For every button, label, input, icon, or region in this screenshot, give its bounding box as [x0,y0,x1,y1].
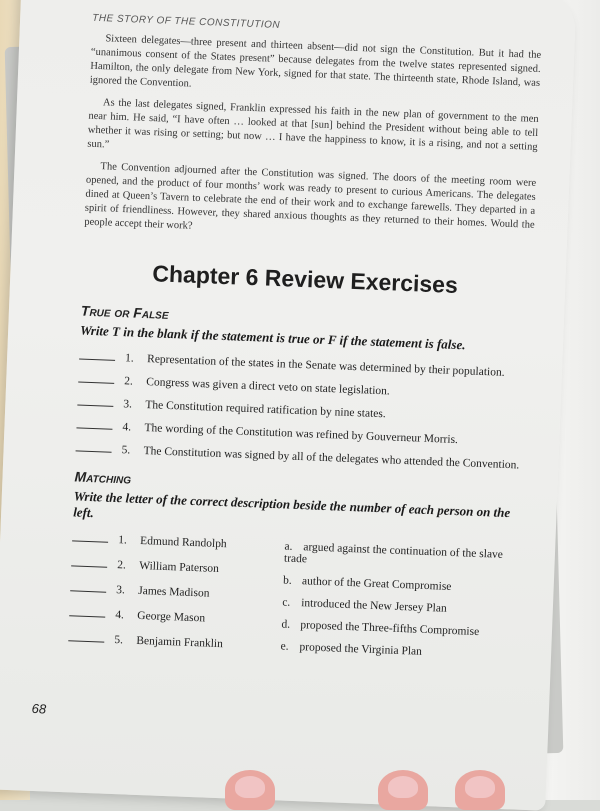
item-number: 5. [114,634,124,647]
item-text: Representation of the states in the Senate was determined by their population. [146,353,505,379]
fingertip-left [225,770,275,810]
person-name: Benjamin Franklin [136,634,224,651]
description-text: proposed the Virginia Plan [299,641,423,658]
item-number: 1. [124,352,135,365]
item-number: 2. [124,375,134,388]
true-false-list [75,348,529,471]
answer-blank[interactable] [77,394,113,406]
description-text: introduced the New Jersey Plan [300,597,447,615]
matching-person [70,580,265,601]
description-letter: b. [282,574,293,587]
fingernail [388,776,418,798]
matching-people-list [68,530,267,662]
body-paragraph-3: The Convention adjourned after the Constitution was signed. The doors of the meeting room were opened, and the product of four months’ work was ready to present to curious Americans. The delegates dined at Queen’s Tavern to celebrate the end of their work and to exchange farewells. They departed in a spirit of friendliness. However, they shared anxious thoughts as they returned to their homes. Would the people accept their work? [84,161,537,232]
matching-section [68,530,522,672]
chapter-title: Chapter 6 Review Exercises [151,260,459,298]
answer-blank[interactable] [78,371,114,383]
person-name: William Paterson [138,559,220,575]
description-letter: e. [280,640,289,653]
item-text: The Constitution was signed by all of the delegates who attended the Convention. [143,445,520,472]
answer-blank[interactable] [76,440,112,452]
matching-person [69,605,264,626]
true-false-heading: True or False [80,302,169,322]
answer-blank[interactable] [72,530,108,542]
answer-blank[interactable] [70,580,106,592]
description-text: author of the Great Compromise [301,575,452,593]
answer-blank[interactable] [69,605,105,617]
description-letter: a. [284,540,293,553]
body-paragraph-2: As the last delegates signed, Franklin expressed his faith in the new plan of government to the men near him. He said, “I have often … looked at that [sun] behind the President without being able to tell whether it was rising or setting; but now … I have the happiness to know, it is a rising, and not a setting sun.” [87,97,539,153]
body-paragraph-1: Sixteen delegates—three present and thirteen absent—did not sign the Constitution. But it had the “unanimous consent of the States present” because delegates from the twelve states represented signed. Hamilton, the only delegate from New York, signed for that state. The thirteenth state, Rhode Island, was ignored the Convention. [89,33,542,90]
matching-person [72,530,267,551]
page-content [68,13,542,673]
fingernail [235,776,265,798]
fingertip-right [455,770,505,810]
running-head: THE STORY OF THE CONSTITUTION [91,12,281,31]
page-number: 68 [31,700,47,717]
answer-blank[interactable] [68,630,104,642]
description-text: argued against the continuation of the slave trade [283,541,504,566]
item-number: 4. [115,609,125,622]
item-number: 4. [122,421,132,434]
matching-descriptions-list [280,539,522,673]
item-number: 2. [116,559,127,572]
person-name: George Mason [137,609,206,625]
person-name: Edmund Randolph [139,534,227,551]
true-false-instruction: Write T in the blank if the statement is true or F if the statement is false. [79,322,466,353]
matching-heading: Matching [74,468,132,487]
fingertip-middle [378,770,428,810]
answer-blank[interactable] [79,348,115,360]
item-number: 5. [121,444,131,457]
answer-blank[interactable] [71,555,107,567]
item-text: Congress was given a direct veto on state legislation. [146,376,391,398]
item-text: The wording of the Constitution was refined by Gouverneur Morris. [144,422,459,447]
description-text: proposed the Three-fifths Compromise [300,619,480,639]
item-number: 1. [117,534,128,547]
item-number: 3. [123,398,133,411]
description-letter: d. [281,618,291,631]
matching-person [71,555,266,576]
person-name: James Madison [138,584,210,600]
item-number: 3. [116,584,126,597]
matching-person [68,630,263,651]
matching-instruction: Write the letter of the correct description beside the number of each person on the left. [72,488,511,521]
fingernail [465,776,495,798]
answer-blank[interactable] [76,417,112,429]
description-letter: c. [282,596,291,609]
item-text: The Constitution required ratification by nine states. [145,399,386,421]
